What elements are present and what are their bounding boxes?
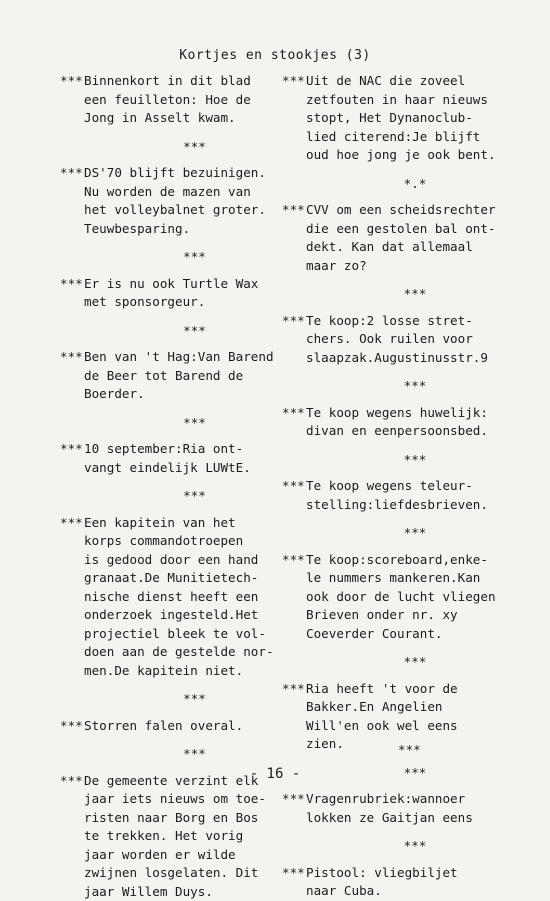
item-text: Binnenkort in dit blad een feuilleton: Hoe de Jong in Asselt kwam.: [84, 72, 305, 128]
item-text: CVV om een scheidsrechter die een gestolen bal ont- dekt. Kan dat allemaal maar zo?: [306, 201, 532, 275]
item-text: Ria heeft 't voor de Bakker.En Angelien Will'en ook wel eens zien.: [306, 680, 532, 754]
item-marker: ***: [282, 477, 305, 496]
separator: ***: [282, 524, 532, 543]
item-marker: ***: [60, 440, 83, 459]
separator: ***: [60, 248, 305, 267]
page-title: Kortjes en stookjes (3): [0, 48, 550, 63]
list-item: [282, 864, 532, 901]
separator: *.*: [282, 175, 532, 194]
separator: ***: [60, 487, 305, 506]
separator: ***: [282, 764, 532, 783]
list-item: [60, 72, 305, 128]
separator: ***: [282, 451, 532, 470]
list-item: [282, 551, 532, 644]
separator: ***: [282, 377, 532, 396]
separator: ***: [282, 285, 532, 304]
separator: ***: [282, 837, 532, 856]
item-marker: ***: [282, 72, 305, 91]
item-text: De gemeente verzint elk jaar iets nieuws om toe- risten naar Borg en Bos te trekken. Het vorig jaar worden er wilde zwijnen losgelaten. Dit jaar Willem Duys.: [84, 772, 305, 901]
list-item: [282, 790, 532, 827]
item-text: Storren falen overal.: [84, 717, 305, 736]
separator: ***: [60, 690, 305, 709]
separator: ***: [282, 653, 532, 672]
item-text: Er is nu ook Turtle Wax met sponsorgeur.: [84, 275, 305, 312]
item-text: Een kapitein van het korps commandotroepen is gedood door een hand granaat.De Munitietech- nische dienst heeft een onderzoek ingesteld.Het projectiel bleek te vol- doen aan de gestelde nor- men.De kapitein niet.: [84, 514, 305, 681]
item-marker: ***: [60, 514, 83, 533]
item-text: Ben van 't Hag:Van Barend de Beer tot Barend de Boerder.: [84, 348, 305, 404]
item-marker: ***: [60, 772, 83, 791]
item-marker: ***: [60, 348, 83, 367]
item-text: Te koop:2 losse stret- chers. Ook ruilen voor slaapzak.Augustinusstr.9: [306, 312, 532, 368]
item-text: 10 september:Ria ont- vangt eindelijk LUWtE.: [84, 440, 305, 477]
item-text: Uit de NAC die zoveel zetfouten in haar nieuws stopt, Het Dynanoclub- lied citerend:Je blijft oud hoe jong je ook bent.: [306, 72, 532, 165]
separator: ***: [60, 745, 305, 764]
page-number: - 16 -: [0, 766, 550, 782]
trailing-separator: ***: [398, 742, 421, 757]
item-marker: ***: [282, 680, 305, 699]
item-marker: ***: [282, 790, 305, 809]
list-item: [60, 275, 305, 312]
item-marker: ***: [282, 201, 305, 220]
item-marker: ***: [282, 404, 305, 423]
list-item: [282, 477, 532, 514]
list-item: [60, 440, 305, 477]
separator: ***: [60, 414, 305, 433]
item-text: Te koop wegens teleur- stelling:liefdesbrieven.: [306, 477, 532, 514]
list-item: [60, 514, 305, 681]
separator: ***: [60, 322, 305, 341]
separator: ***: [60, 138, 305, 157]
item-text: DS'70 blijft bezuinigen. Nu worden de mazen van het volleybalnet groter. Teuwbesparing.: [84, 164, 305, 238]
list-item: [282, 404, 532, 441]
list-item: [60, 348, 305, 404]
item-text: Te koop wegens huwelijk: divan en eenpersoonsbed.: [306, 404, 532, 441]
item-text: Te koop:scoreboard,enke- le nummers mankeren.Kan ook door de lucht vliegen Brieven onder nr. xy Coeverder Courant.: [306, 551, 532, 644]
item-text: Pistool: vliegbiljet naar Cuba.: [306, 864, 532, 901]
item-marker: ***: [282, 864, 305, 883]
item-marker: ***: [282, 312, 305, 331]
item-marker: ***: [60, 717, 83, 736]
list-item: [60, 772, 305, 901]
item-text: Vragenrubriek:wannoer lokken ze Gaitjan eens: [306, 790, 532, 827]
item-marker: ***: [60, 72, 83, 91]
list-item: [282, 72, 532, 165]
list-item: [282, 201, 532, 275]
item-marker: ***: [60, 164, 83, 183]
list-item: [282, 312, 532, 368]
item-marker: ***: [282, 551, 305, 570]
list-item: [60, 717, 305, 736]
item-marker: ***: [60, 275, 83, 294]
list-item: [60, 164, 305, 238]
